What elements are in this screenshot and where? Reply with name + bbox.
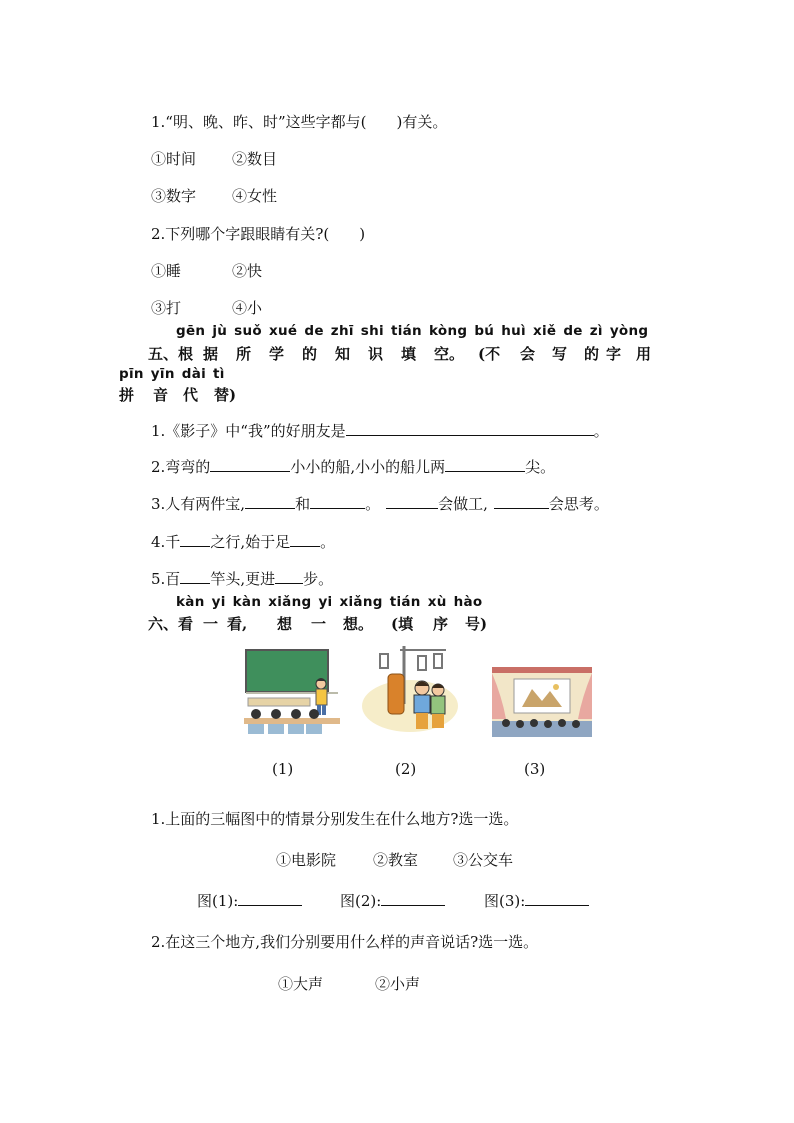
picture-caption-3: (3) <box>524 760 546 778</box>
title-char: 一 <box>203 615 219 633</box>
answer-blank[interactable] <box>386 494 438 509</box>
section6-pinyin: kàn yi kàn xiǎng yi xiǎng tián xù hào <box>176 594 483 610</box>
classroom-illustration <box>244 648 340 736</box>
section5-title-2 <box>119 384 244 405</box>
option: ①时间 <box>151 150 197 168</box>
title-char: 学 <box>269 345 285 363</box>
section6-title <box>148 613 495 634</box>
option: ②小声 <box>375 975 421 993</box>
title-char: 拼 <box>119 386 135 404</box>
cinema-illustration <box>492 667 592 737</box>
fill-item-5: 5.百 竿头,更进 步。 <box>151 570 334 588</box>
question-4-2: 2.下列哪个字跟眼睛有关?( ) <box>151 225 366 243</box>
option: ④小 <box>232 299 263 317</box>
picture-caption-1: (1) <box>272 760 294 778</box>
answer-blank[interactable] <box>180 569 210 584</box>
fill-item-1: 1.《影子》中“我”的好朋友是 。 <box>151 422 609 440</box>
title-char: (填 <box>391 615 414 633</box>
answer-blank[interactable] <box>180 532 210 547</box>
title-char: 知 <box>335 345 351 363</box>
option: ④女性 <box>232 187 278 205</box>
title-char: 一 <box>311 615 327 633</box>
section5-title <box>148 343 656 364</box>
answer-blank[interactable] <box>290 532 320 547</box>
title-char: 据 <box>203 345 219 363</box>
title-char: 用 <box>636 345 652 363</box>
option: ③打 <box>151 299 182 317</box>
title-char: 五、根 <box>148 345 194 363</box>
title-char: 填 <box>401 345 417 363</box>
answer-blank[interactable] <box>275 569 303 584</box>
title-char: 识 <box>368 345 384 363</box>
figure-answer-1: 图(1): <box>197 891 302 911</box>
question-4-1: 1.“明、晚、昨、时”这些字都与( )有关。 <box>151 113 448 131</box>
figure-answer-2: 图(2): <box>340 891 445 911</box>
fill-item-2: 2.弯弯的 小小的船,小小的船儿两 尖。 <box>151 458 556 476</box>
answer-blank[interactable] <box>210 457 290 472</box>
title-char: 序 <box>433 615 449 633</box>
answer-blank[interactable] <box>346 421 594 436</box>
picture-caption-2: (2) <box>395 760 417 778</box>
title-char: 号) <box>465 615 488 633</box>
title-char: 写 <box>552 345 568 363</box>
option: ③数字 <box>151 187 197 205</box>
option: ①电影院 <box>276 851 337 869</box>
title-char: 字 <box>606 345 622 363</box>
option: ①大声 <box>278 975 324 993</box>
answer-blank[interactable] <box>381 891 445 906</box>
fill-item-4: 4.千 之行,始于足 。 <box>151 533 336 551</box>
question-6-1: 1.上面的三幅图中的情景分别发生在什么地方?选一选。 <box>151 810 519 828</box>
answer-blank[interactable] <box>494 494 549 509</box>
title-char: (不 <box>478 345 501 363</box>
title-char: 所 <box>236 345 252 363</box>
answer-blank[interactable] <box>445 457 525 472</box>
answer-blank[interactable] <box>310 494 365 509</box>
title-char: 看, <box>227 615 248 633</box>
title-char: 替) <box>214 386 237 404</box>
title-char: 的 <box>302 345 318 363</box>
title-char: 的 <box>584 345 600 363</box>
question-6-2: 2.在这三个地方,我们分别要用什么样的声音说话?选一选。 <box>151 933 539 951</box>
fill-item-3: 3.人有两件宝, 和 。 会做工, 会思考。 <box>151 495 609 513</box>
bus-illustration <box>360 644 460 736</box>
figure-answer-3: 图(3): <box>484 891 589 911</box>
section5-pinyin-2: pīn yīn dài tì <box>119 366 225 382</box>
answer-blank[interactable] <box>245 494 295 509</box>
title-char: 想。 <box>343 615 374 633</box>
answer-blank[interactable] <box>525 891 589 906</box>
option: ①睡 <box>151 262 182 280</box>
title-char: 六、看 <box>148 615 194 633</box>
option: ②快 <box>232 262 263 280</box>
title-char: 音 <box>153 386 169 404</box>
title-char: 空。 <box>434 345 465 363</box>
title-char: 代 <box>183 386 199 404</box>
option: ②数目 <box>232 150 278 168</box>
section5-pinyin: gēn jù suǒ xué de zhī shi tián kòng bú huì xiě de zì yòng <box>176 323 649 339</box>
answer-blank[interactable] <box>238 891 302 906</box>
option: ②教室 <box>373 851 419 869</box>
option: ③公交车 <box>453 851 514 869</box>
title-char: 想 <box>277 615 293 633</box>
title-char: 会 <box>520 345 536 363</box>
